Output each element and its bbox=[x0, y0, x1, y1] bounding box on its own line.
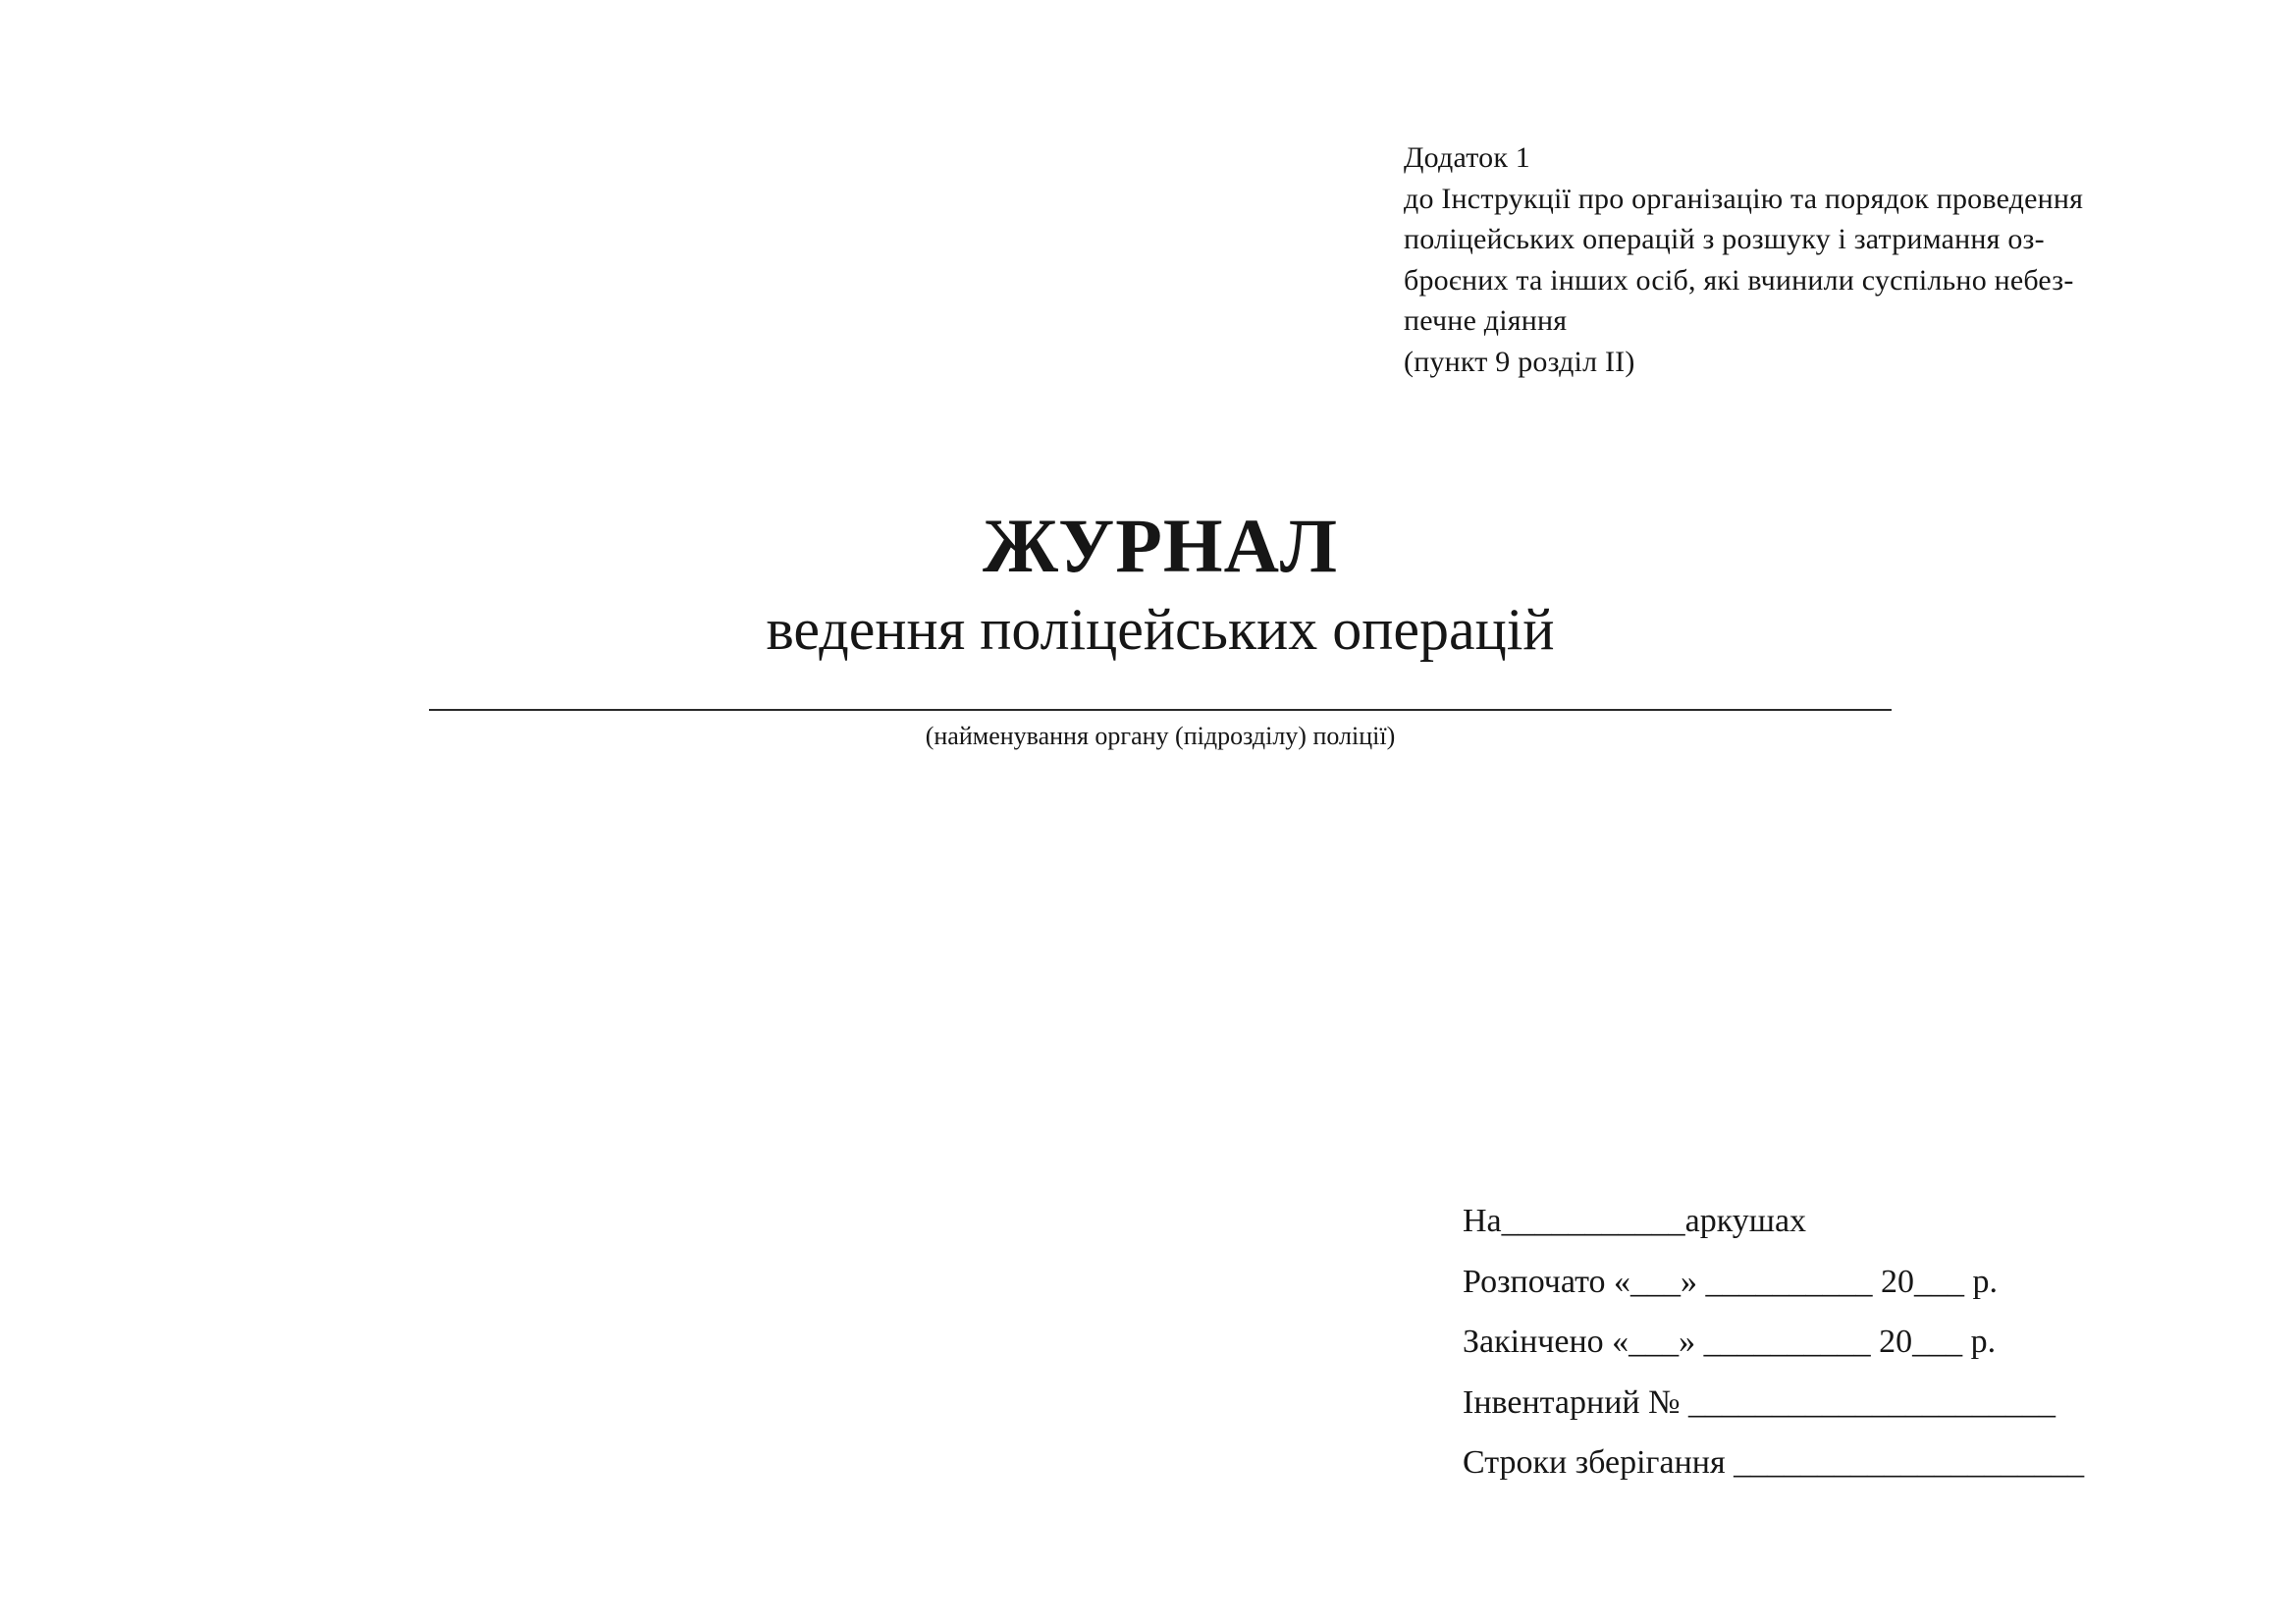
org-name-blank-line bbox=[429, 709, 1892, 711]
appendix-line: Додаток 1 bbox=[1404, 141, 1530, 174]
field-inventory-number: Інвентарний № ______________________ bbox=[1463, 1383, 2056, 1421]
page-title: ЖУРНАЛ bbox=[982, 503, 1339, 588]
journal-fill-in-fields bbox=[1463, 1191, 2209, 1493]
page-subtitle: ведення поліцейських операцій bbox=[766, 597, 1555, 662]
field-finished-date: Закінчено «___» __________ 20___ р. bbox=[1463, 1324, 1997, 1360]
field-retention-period: Строки зберігання _____________________ bbox=[1463, 1444, 2085, 1481]
org-name-caption: (найменування органу (підрозділу) поліції) bbox=[925, 722, 1396, 750]
field-sheets-count: На___________аркушах bbox=[1463, 1203, 1807, 1239]
appendix-line: (пункт 9 розділ II) bbox=[1404, 345, 1635, 378]
appendix-line: броєних та інших осіб, які вчинили суспільно небез- bbox=[1404, 263, 2074, 297]
appendix-line: до Інструкції про організацію та порядок проведення bbox=[1404, 182, 2084, 215]
appendix-reference-block bbox=[1404, 137, 2179, 382]
field-started-date: Розпочато «___» __________ 20___ р. bbox=[1463, 1263, 1999, 1300]
appendix-line: печне діяння bbox=[1404, 304, 1568, 337]
appendix-line: поліцейських операцій з розшуку і затримання оз- bbox=[1404, 223, 2045, 255]
